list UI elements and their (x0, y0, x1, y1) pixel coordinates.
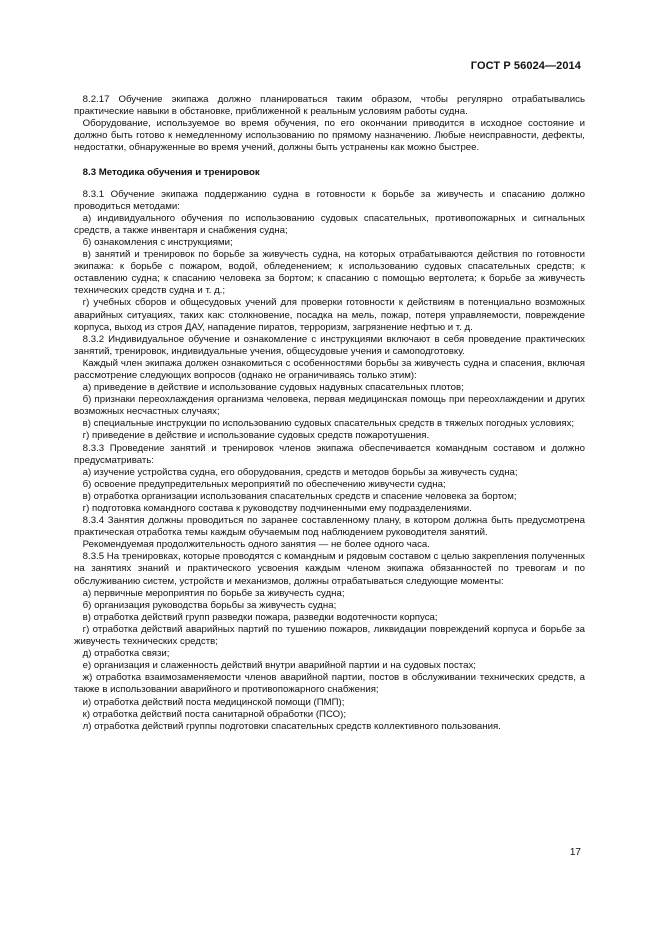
list-item: д) отработка связи; (82, 648, 170, 660)
list-item: б) организация руководства борьбы за живучесть судна; (82, 599, 337, 611)
paragraph-8-3-1: 8.3.1 Обучение экипажа поддержанию судна в готовности к борьбе за живучесть и спасанию должно проводиться методами: (74, 188, 585, 212)
paragraph: Рекомендуемая продолжительность одного занятия — не более одного часа. (82, 539, 430, 551)
list-item: к) отработка действий поста санитарной обработки (ПСО); (82, 708, 347, 720)
list-item: б) освоение предупредительных мероприятий по обеспечению живучести судна; (82, 478, 446, 490)
section-heading-8-3: 8.3 Методика обучения и тренировок (82, 167, 260, 179)
paragraph-8-3-3: 8.3.3 Проведение занятий и тренировок членов экипажа обеспечивается командным составом и должно предусматривать: (74, 442, 585, 466)
list-item: в) отработка действий групп разведки пожара, разведки водотечности корпуса; (82, 611, 438, 623)
list-item: а) изучение устройства судна, его оборудования, средств и методов борьбы за живучесть судна; (82, 466, 518, 478)
paragraph-8-3-2: 8.3.2 Индивидуальное обучение и ознакомление с инструкциями включают в себя проведение практических занятий, тренировок, индивидуальные учения, общесудовые учения и самоподготовку. (74, 333, 585, 357)
paragraph: Каждый член экипажа должен ознакомиться с особенностями борьбы за живучесть судна и спасения, включая рассмотрение следующих вопросов (однако не ограничиваясь только этим): (74, 357, 585, 381)
document-header: ГОСТ Р 56024—2014 (470, 60, 581, 72)
list-item: л) отработка действий группы подготовки спасательных средств коллективного пользования. (82, 720, 501, 732)
list-item: г) подготовка командного состава к руководству подчиненными ему подразделениями. (82, 503, 472, 514)
list-item: в) занятий и тренировок по борьбе за живучесть судна, на которых отрабатываются действия по готовности экипажа: к борьбе с пожаром, водой, обледенением; к использованию судовых спасательных средств; к оставлению судна; к спасанию человека за бортом; к спасанию с помощью вертолета; к борьбе за живучесть технических средств судна и т. д.; (74, 249, 585, 297)
list-item: е) организация и слаженность действий внутри аварийной партии и на судовых постах; (82, 660, 476, 672)
list-item: а) приведение в действие и использование судовых надувных спасательных плотов; (82, 382, 464, 394)
page-number: 17 (569, 847, 581, 858)
list-item: и) отработка действий поста медицинской помощи (ПМП); (82, 696, 345, 708)
list-item: в) отработка организации использования спасательных средств и спасение человека за бортом; (82, 490, 517, 502)
list-item: в) специальные инструкции по использованию судовых спасательных средств в тяжелых погодных условиях; (82, 418, 575, 430)
document-body (74, 94, 585, 733)
list-item: ж) отработка взаимозаменяемости членов аварийной партии, постов в обслуживании технических средств, а также в использовании аварийного и противопожарного снабжения; (74, 672, 585, 696)
paragraph-8-3-5: 8.3.5 На тренировках, которые проводятся с командным и рядовым составом с целью закрепления полученных на занятиях знаний и практического усвоения каждым членом экипажа обязанностей по тревогам и по обслуживанию систем, устройств и механизмов, должны отрабатываться следующие моменты: (74, 551, 585, 587)
list-item: г) приведение в действие и использование судовых средств пожаротушения. (82, 430, 430, 442)
list-item: б) признаки переохлаждения организма человека, первая медицинская помощь при переохлаждении и других возможных несчастных случаях; (74, 394, 585, 418)
list-item: г) отработка действий аварийных партий по тушению пожаров, ликвидации повреждений корпуса и борьбе за живучесть технических средств; (74, 623, 585, 648)
list-item: г) учебных сборов и общесудовых учений для проверки готовности к действиям в потенциально возможных аварийных ситуациях, таких как: столкновение, посадка на мель, пожар, потеря управляемости, повреждение корпуса, выход из строя ДАУ, нападение пиратов, терроризм, загрязнение нефтью и т. д. (74, 297, 585, 333)
list-item: а) индивидуального обучения по использованию судовых спасательных, противопожарных и сигнальных средств, а также инвентаря и снабжения судна; (74, 212, 585, 236)
list-item: а) первичные мероприятия по борьбе за живучесть судна; (82, 587, 345, 599)
paragraph-8-3-4: 8.3.4 Занятия должны проводиться по заранее составленному плану, в котором должна быть предусмотрена практическая отработка темы каждым обучаемым под наблюдением руководителя занятий. (74, 515, 585, 539)
paragraph-8-2-17: 8.2.17 Обучение экипажа должно планироваться таким образом, чтобы регулярно отрабатывались практические навыки в обстановке, приближенной к реальным условиям работы судна. (74, 94, 585, 118)
list-item: б) ознакомления с инструкциями; (82, 236, 233, 248)
paragraph: Оборудование, используемое во время обучения, по его окончании приводится в исходное состояние и должно быть готово к немедленному использованию по прямому назначению. Любые неисправности, дефекты, недостатки, обнаруженные во время учений, должны быть устранены как можно быстрее. (74, 118, 585, 154)
